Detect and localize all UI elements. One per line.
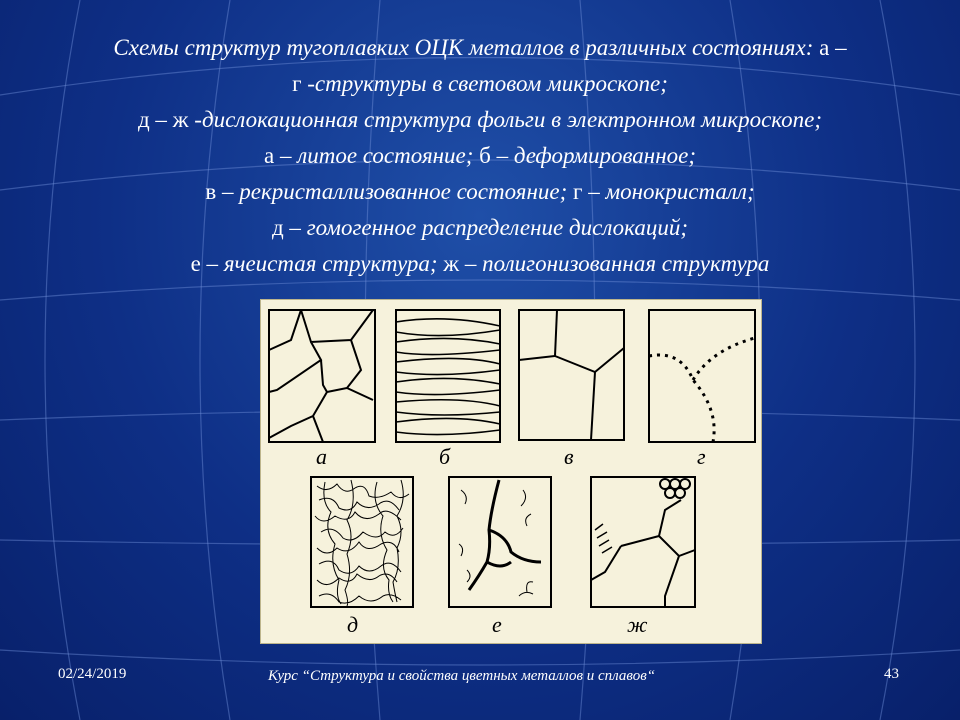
panel-b-lamellae [396,319,500,435]
footer-page-number: 43 [884,666,899,682]
panel-zh-cell [675,488,685,498]
panel-zh-subgrains [595,524,612,553]
title-line-1: Схемы структур тугоплавких ОЦК металлов в различных состояниях: а – [113,35,847,60]
panel-g-dots [649,338,755,442]
title-line-7: е – ячеистая структура; ж – полигонизованная структура [190,251,770,276]
panel-label-d: д [347,612,359,637]
title-line-5: в – рекристаллизованное состояние; г – монокристалл; [205,179,755,204]
slide-title [14,30,946,282]
panel-label-a: а [316,444,327,469]
panel-zh-cell [665,488,675,498]
panel-label-v: в [564,444,574,469]
panel-g-frame [649,310,755,442]
panel-label-e: е [492,612,502,637]
panel-a-grains [269,310,373,442]
panel-label-g: г [697,444,706,469]
panel-v-grains [519,310,624,440]
title-line-6: д – гомогенное распределение дислокаций; [271,215,688,240]
panel-d-tangle [315,480,409,606]
title-line-2: г -структуры в световом микроскопе; [292,71,668,96]
panel-label-b: б [439,444,451,469]
panel-e-frame [449,477,551,607]
panel-v-frame [519,310,624,440]
title-line-3: д – ж -дислокационная структура фольги в электронном микроскопе; [137,107,823,132]
structure-schemes-figure [260,299,762,644]
title-line-4: а – литое состояние; б – деформированное; [263,143,696,168]
panel-b-frame [396,310,500,442]
panel-zh-grains [591,500,695,607]
panel-d-frame [311,477,413,607]
panel-e-walls [469,480,541,590]
panel-e-lines [459,490,533,596]
structure-schemes-drawing [261,300,761,643]
panel-label-zh: ж [627,612,648,637]
footer-date: 02/24/2019 [58,666,127,682]
footer-course: Курс “Структура и свойства цветных металлов и сплавов“ [268,668,656,684]
